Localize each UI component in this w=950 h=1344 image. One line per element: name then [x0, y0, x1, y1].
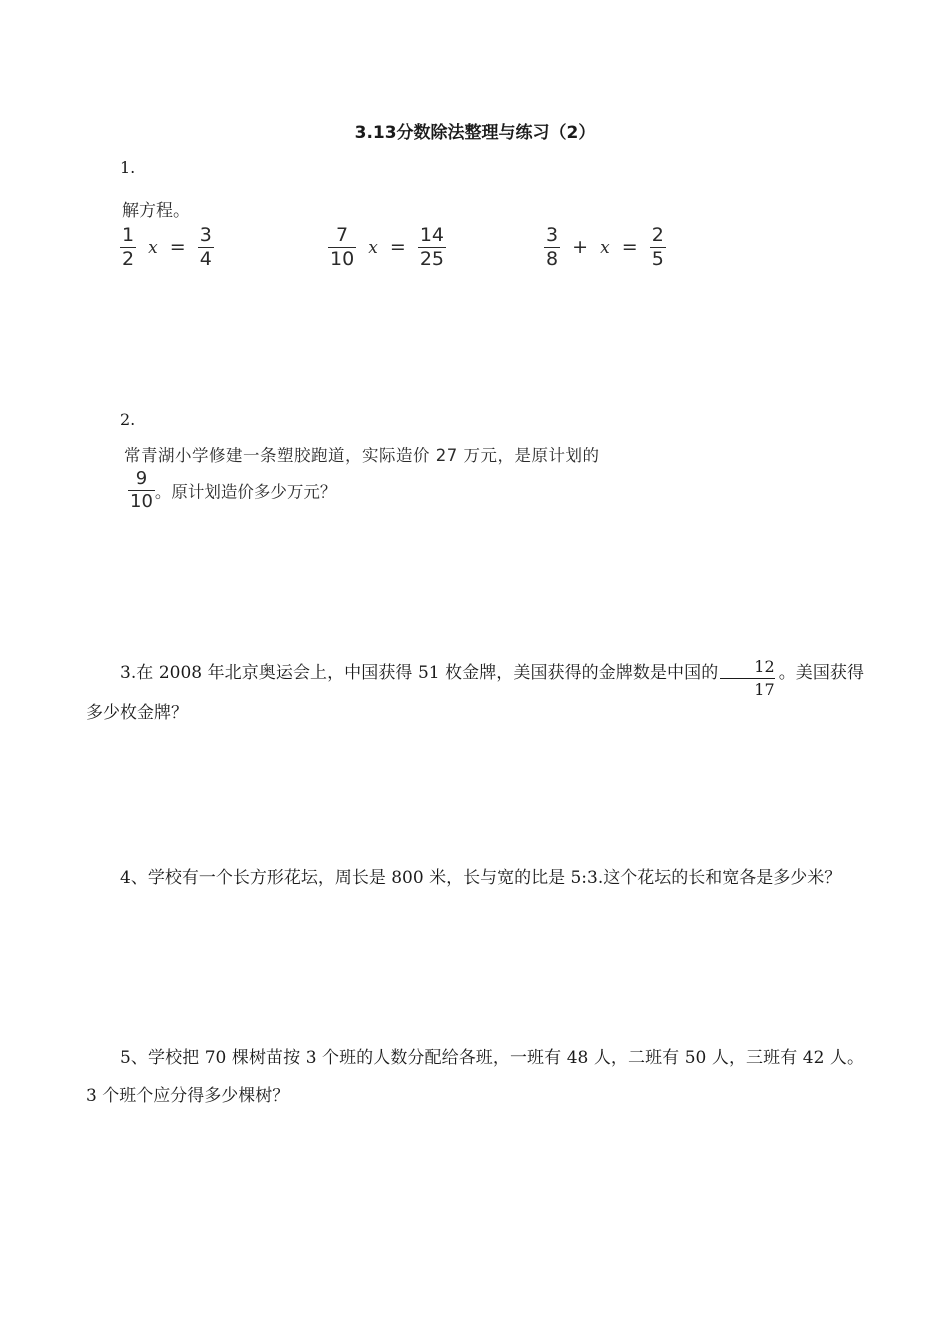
equation-3: [544, 226, 666, 269]
fraction-numerator: 3: [546, 224, 559, 246]
fraction-denominator: 10: [130, 491, 153, 512]
question-1-number: 1.: [120, 158, 136, 177]
equals-sign: =: [621, 236, 638, 258]
fraction-numerator: 14: [419, 224, 445, 246]
fraction-numerator: 9: [135, 468, 148, 489]
equals-sign: =: [389, 236, 406, 258]
equation-3-addend: [544, 226, 560, 269]
equation-3-result: [650, 226, 666, 269]
equals-sign: =: [169, 236, 186, 258]
question-1-instruction: 解方程。: [122, 201, 190, 221]
question-3-text-before: 3.在 2008 年北京奥运会上，中国获得 51 枚金牌，美国获得的金牌数是中国的: [120, 663, 719, 683]
variable: x: [600, 238, 610, 258]
plus-sign: +: [572, 236, 589, 258]
question-2-line-2: [128, 470, 336, 511]
question-3-text: [86, 658, 864, 728]
equation-1-coefficient: [120, 226, 136, 269]
equation-2: [328, 226, 446, 269]
variable: x: [368, 238, 378, 258]
fraction-numerator: 12: [754, 657, 775, 676]
question-4-text: 4、学校有一个长方形花坛，周长是 800 米，长与宽的比是 5:3.这个花坛的长和宽各是多少米？: [120, 868, 842, 888]
question-5-text: 5、学校把 70 棵树苗按 3 个班的人数分配给各班，一班有 48 人，二班有 50 人，三班有 42 人。3 个班个应分得多少棵树？: [86, 1048, 864, 1106]
equation-1: [120, 226, 214, 269]
fraction-denominator: 5: [651, 248, 664, 270]
fraction-denominator: 2: [122, 248, 135, 270]
fraction-numerator: 2: [651, 224, 664, 246]
question-2-number: 2.: [120, 410, 136, 429]
question-2-line-2-text: 。原计划造价多少万元？: [154, 482, 337, 502]
equation-2-coefficient: [328, 226, 356, 269]
fraction-numerator: 7: [336, 224, 349, 246]
page-title: 3.13分数除法整理与练习（2）: [354, 123, 596, 143]
variable: x: [148, 238, 158, 258]
fraction-denominator: 10: [330, 248, 355, 270]
fraction-numerator: 3: [199, 224, 212, 246]
question-3-text-after: 。美国获得多少枚金牌？: [86, 663, 864, 723]
fraction-denominator: 8: [546, 248, 559, 270]
fraction-numerator: 1: [122, 224, 135, 246]
question-2-line-1: 常青湖小学修建一条塑胶跑道，实际造价 27 万元，是原计划的: [124, 446, 600, 465]
fraction-denominator: 25: [419, 248, 445, 270]
question-3-fraction: [720, 659, 774, 698]
equation-2-result: [418, 226, 446, 269]
question-2-fraction: [128, 470, 155, 511]
fraction-denominator: 4: [199, 248, 212, 270]
fraction-denominator: 17: [720, 678, 774, 698]
equation-1-result: [198, 226, 214, 269]
